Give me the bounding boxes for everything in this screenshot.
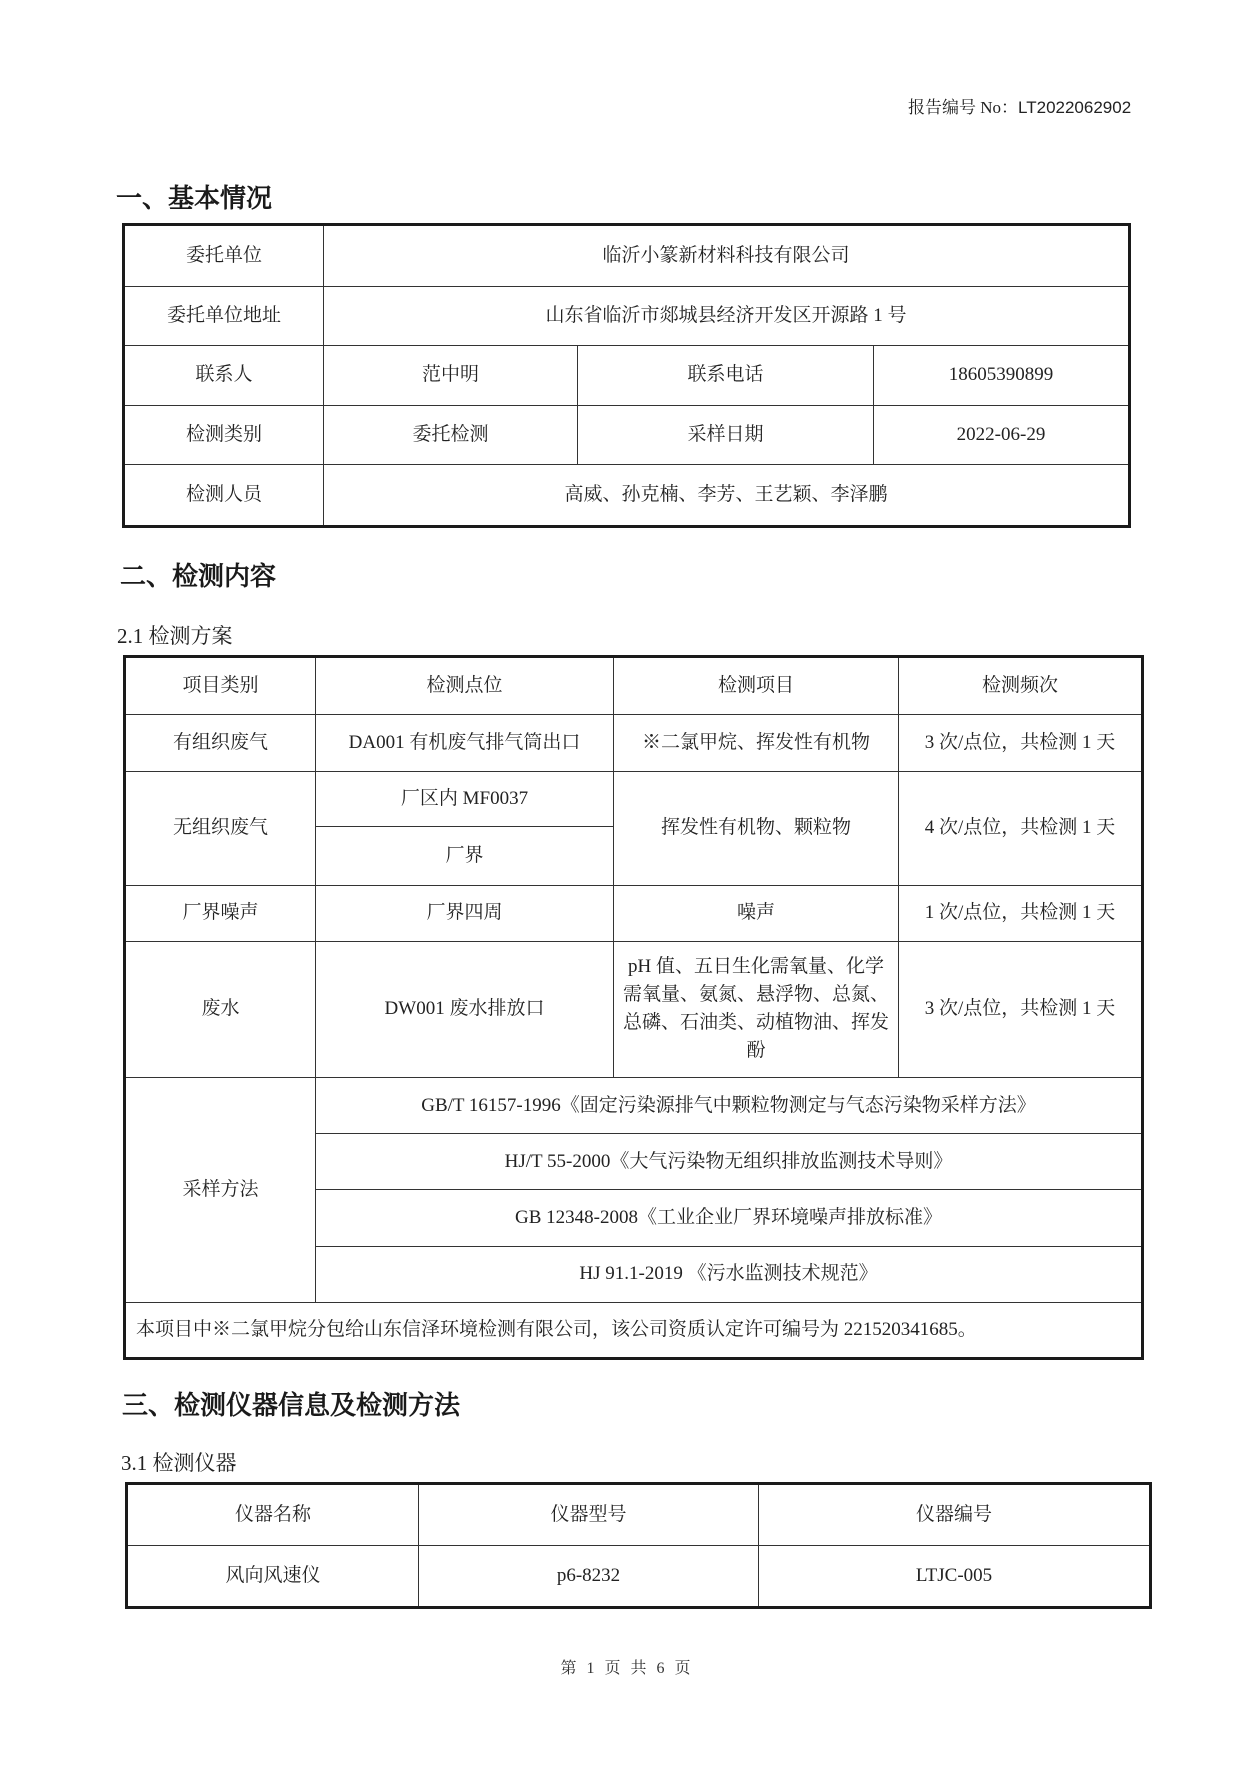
test-plan-table <box>123 655 1144 1360</box>
points-cell: 厂区内 MF0037 <box>316 772 614 827</box>
date-label: 采样日期 <box>578 405 874 465</box>
category-cell: 有组织废气 <box>125 715 316 772</box>
staff-label: 检测人员 <box>124 465 324 527</box>
table-row <box>127 1546 1151 1608</box>
phone-label: 联系电话 <box>578 346 874 406</box>
header-instrument-model: 仪器型号 <box>419 1484 759 1546</box>
header-category: 项目类别 <box>125 657 316 715</box>
points-cell: 厂界 <box>316 827 614 885</box>
category-cell: 厂界噪声 <box>125 885 316 941</box>
instrument-model: p6-8232 <box>419 1546 759 1608</box>
frequency-cell: 4 次/点位，共检测 1 天 <box>899 772 1143 885</box>
table-row <box>124 465 1130 527</box>
instrument-number: LTJC-005 <box>759 1546 1151 1608</box>
table-row <box>124 225 1130 287</box>
contact-label: 联系人 <box>124 346 324 406</box>
table-row <box>125 885 1143 941</box>
table-row <box>125 772 1143 827</box>
header-frequency: 检测频次 <box>899 657 1143 715</box>
points-cell: DW001 废水排放口 <box>316 941 614 1077</box>
section3-title: 三、检测仪器信息及检测方法 <box>122 1391 461 1421</box>
sampling-method: GB/T 16157-1996《固定污染源排气中颗粒物测定与气态污染物采样方法》 <box>316 1078 1143 1134</box>
report-number <box>908 93 1131 118</box>
basic-info-table <box>122 223 1131 528</box>
type-value: 委托检测 <box>324 405 578 465</box>
sampling-label: 采样方法 <box>125 1078 316 1303</box>
table-row <box>125 1078 1143 1134</box>
table-row <box>124 346 1130 406</box>
points-cell: 厂界四周 <box>316 885 614 941</box>
report-number-value: LT2022062902 <box>1018 98 1132 117</box>
header-items: 检测项目 <box>614 657 899 715</box>
phone-value: 18605390899 <box>874 346 1130 406</box>
table-header-row <box>125 657 1143 715</box>
items-cell: 挥发性有机物、颗粒物 <box>614 772 899 885</box>
report-number-label: 报告编号 No： <box>908 98 1019 117</box>
points-cell: DA001 有机废气排气筒出口 <box>316 715 614 772</box>
table-row <box>125 1302 1143 1358</box>
staff-value: 高威、孙克楠、李芳、王艺颖、李泽鹏 <box>324 465 1130 527</box>
header-points: 检测点位 <box>316 657 614 715</box>
items-cell: pH 值、五日生化需氧量、化学需氧量、氨氮、悬浮物、总氮、总磷、石油类、动植物油、挥发酚 <box>614 941 899 1077</box>
header-instrument-name: 仪器名称 <box>127 1484 419 1546</box>
instrument-name: 风向风速仪 <box>127 1546 419 1608</box>
type-label: 检测类别 <box>124 405 324 465</box>
frequency-cell: 3 次/点位，共检测 1 天 <box>899 941 1143 1077</box>
sampling-method: HJ 91.1-2019 《污水监测技术规范》 <box>316 1246 1143 1302</box>
section2-subtitle: 2.1 检测方案 <box>117 624 233 648</box>
contact-value: 范中明 <box>324 346 578 406</box>
date-value: 2022-06-29 <box>874 405 1130 465</box>
category-cell: 无组织废气 <box>125 772 316 885</box>
table-row <box>125 715 1143 772</box>
address-label: 委托单位地址 <box>124 286 324 346</box>
category-cell: 废水 <box>125 941 316 1077</box>
items-cell: 噪声 <box>614 885 899 941</box>
table-row <box>124 286 1130 346</box>
section3-subtitle: 3.1 检测仪器 <box>121 1451 237 1475</box>
client-value: 临沂小篆新材料科技有限公司 <box>324 225 1130 287</box>
items-cell: ※二氯甲烷、挥发性有机物 <box>614 715 899 772</box>
table-row <box>125 941 1143 1077</box>
client-label: 委托单位 <box>124 225 324 287</box>
sampling-method: HJ/T 55-2000《大气污染物无组织排放监测技术导则》 <box>316 1134 1143 1190</box>
section1-title: 一、基本情况 <box>116 184 273 214</box>
table-row <box>124 405 1130 465</box>
frequency-cell: 1 次/点位，共检测 1 天 <box>899 885 1143 941</box>
subcontract-note: 本项目中※二氯甲烷分包给山东信泽环境检测有限公司，该公司资质认定许可编号为 221520341685。 <box>125 1302 1143 1358</box>
frequency-cell: 3 次/点位，共检测 1 天 <box>899 715 1143 772</box>
instrument-table <box>125 1482 1152 1609</box>
page-number: 第 1 页 共 6 页 <box>560 1660 694 1677</box>
address-value: 山东省临沂市郯城县经济开发区开源路 1 号 <box>324 286 1130 346</box>
table-header-row <box>127 1484 1151 1546</box>
header-instrument-number: 仪器编号 <box>759 1484 1151 1546</box>
sampling-method: GB 12348-2008《工业企业厂界环境噪声排放标准》 <box>316 1190 1143 1246</box>
section2-title: 二、检测内容 <box>120 562 277 592</box>
